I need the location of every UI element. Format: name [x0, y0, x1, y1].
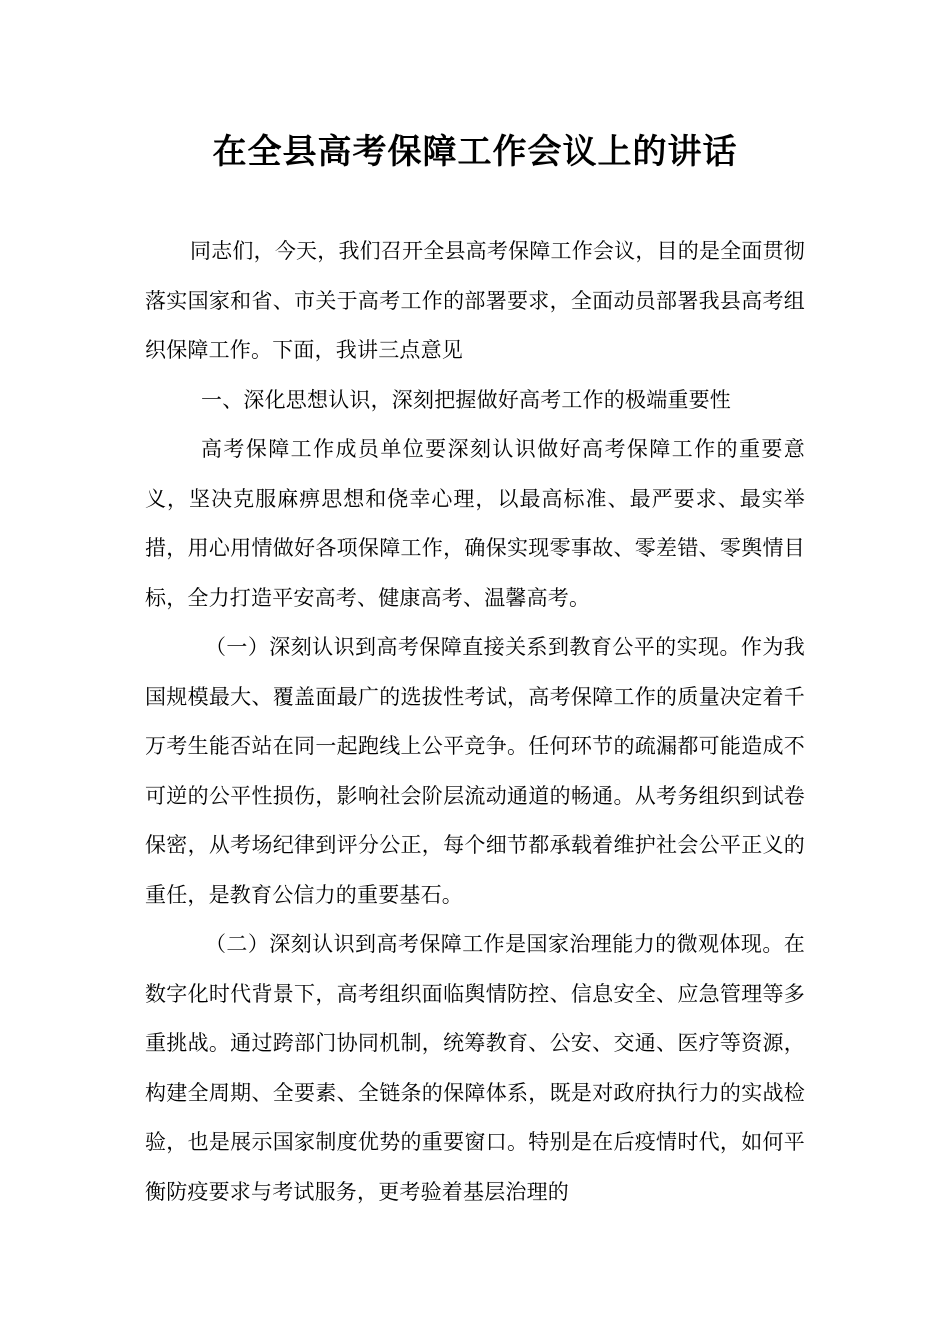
document-body	[145, 227, 805, 1217]
paragraph-section-1-intro: 高考保障工作成员单位要深刻认识做好高考保障工作的重要意义，坚决克服麻痹思想和侥幸心理，以最高标准、最严要求、最实举措，用心用情做好各项保障工作，确保实现零事故、零差错、零舆情目标，全力打造平安高考、健康高考、温馨高考。	[145, 437, 805, 610]
paragraph-subpoint-2: （二）深刻认识到高考保障工作是国家治理能力的微观体现。在数字化时代背景下，高考组织面临舆情防控、信息安全、应急管理等多重挑战。通过跨部门协同机制，统筹教育、公安、交通、医疗等资源，构建全周期、全要素、全链条的保障体系，既是对政府执行力的实战检验，也是展示国家制度优势的重要窗口。特别是在后疫情时代，如何平衡防疫要求与考试服务，更考验着基层治理的	[145, 932, 805, 1204]
document-title: 在全县高考保障工作会议上的讲话	[212, 132, 738, 172]
paragraph-opening: 同志们，今天，我们召开全县高考保障工作会议，目的是全面贯彻落实国家和省、市关于高考工作的部署要求，全面动员部署我县高考组织保障工作。下面，我讲三点意见	[145, 239, 805, 362]
paragraph-subpoint-1: （一）深刻认识到高考保障直接关系到教育公平的实现。作为我国规模最大、覆盖面最广的选拔性考试，高考保障工作的质量决定着千万考生能否站在同一起跑线上公平竞争。任何环节的疏漏都可能造成不可逆的公平性损伤，影响社会阶层流动通道的畅通。从考务组织到试卷保密，从考场纪律到评分公正，每个细节都承载着维护社会公平正义的重任，是教育公信力的重要基石。	[145, 635, 805, 907]
section-heading-1: 一、深化思想认识，深刻把握做好高考工作的极端重要性	[201, 387, 731, 412]
